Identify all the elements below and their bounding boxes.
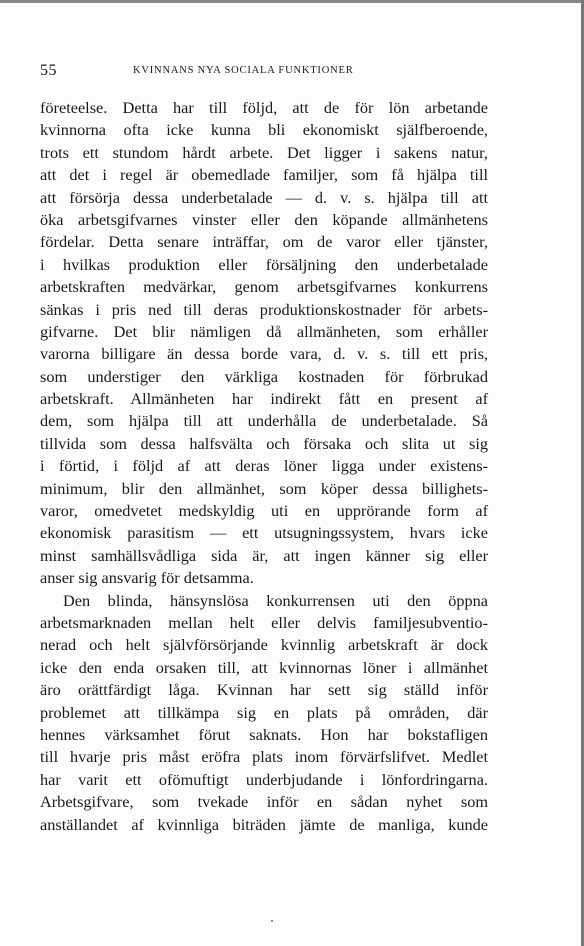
text-line: öka arbetsgifvarnes vinster eller den köpande allmänhetens — [40, 209, 488, 229]
text-line: hennes värksamhet förut saknats. Hon har bokstafligen — [40, 724, 488, 744]
text-line: arbetskraft. Allmänheten har indirekt fått en present af — [40, 389, 488, 409]
page-number: 55 — [40, 62, 57, 79]
text-line: problemet att tillkämpa sig en plats på områden, där — [40, 702, 488, 722]
running-head — [40, 62, 550, 84]
text-line: icke den enda orsaken till, att kvinnornas löner i allmänhet — [40, 657, 488, 677]
text-line: till hvarje pris måst eröfra plats inom förvärfslifvet. Medlet — [40, 747, 488, 767]
page-top-edge — [0, 0, 584, 3]
text-line: minimum, blir den allmänhet, som köper dessa billighets- — [40, 478, 488, 498]
text-line: varor, omedvetet medskyldig uti en upprörande form af — [40, 501, 488, 521]
text-line: tillvida som dessa halfsvälta och försaka och slita ut sig — [40, 433, 488, 453]
text-line: Arbetsgifvare, som tvekade inför en sådan nyhet som — [40, 792, 488, 812]
text-line: som understiger den värkliga kostnaden för förbrukad — [40, 366, 488, 386]
text-line: anställandet af kvinnliga biträden jämte de manliga, kunde — [40, 814, 488, 834]
paragraph-end-line: anser sig ansvarig för detsamma. — [40, 568, 254, 588]
text-line: arbetsmarknaden mellan helt eller delvis familjesubventio- — [40, 612, 488, 632]
text-line: äro orättfärdigt låga. Kvinnan har sett sig ställd inför — [40, 680, 488, 700]
text-line: trots ett stundom hårdt arbete. Det ligger i sakens natur, — [40, 142, 488, 162]
text-line: att det i regel är obemedlade familjer, som få hjälpa till — [40, 165, 488, 185]
body-text — [40, 97, 560, 836]
text-line: varorna billigare än dessa borde vara, d. v. s. till ett pris, — [40, 344, 488, 364]
text-line: i hvilkas produktion eller försäljning den underbetalade — [40, 254, 488, 274]
text-line: nerad och helt självförsörjande kvinnlig arbetskraft är dock — [40, 635, 488, 655]
print-speck — [271, 920, 273, 922]
text-line: att försörja dessa underbetalade — d. v. s. hjälpa till att — [40, 187, 488, 207]
text-line: i förtid, i följd af att deras löner ligga under existens- — [40, 456, 488, 476]
text-line: dem, som hjälpa till att underhålla de underbetalade. Så — [40, 411, 488, 431]
running-title: KVINNANS NYA SOCIALA FUNKTIONER — [133, 65, 354, 76]
text-line: kvinnorna ofta icke kunna bli ekonomiskt själfberoende, — [40, 120, 488, 140]
text-line: arbetskraften medvärkar, genom arbetsgifvarnes konkurrens — [40, 277, 488, 297]
text-line: har varit ett ofömuftigt underbjudande i lönfordringarna. — [40, 769, 488, 789]
paragraph-start-line: Den blinda, hänsynslösa konkurrensen uti den öppna — [63, 590, 488, 610]
text-line: företeelse. Detta har till följd, att de för lön arbetande — [40, 98, 488, 117]
text-line: ekonomisk parasitism — ett utsugningssystem, hvars icke — [40, 523, 488, 543]
text-line: fördelar. Detta senare inträffar, om de varor eller tjänster, — [40, 232, 488, 252]
text-line: gifvarne. Det blir nämligen då allmänheten, som erhåller — [40, 321, 488, 341]
text-line: minst samhällsvådliga sida är, att ingen känner sig eller — [40, 545, 488, 565]
text-line: sänkas i pris ned till deras produktionskostnader för arbets- — [40, 299, 488, 319]
